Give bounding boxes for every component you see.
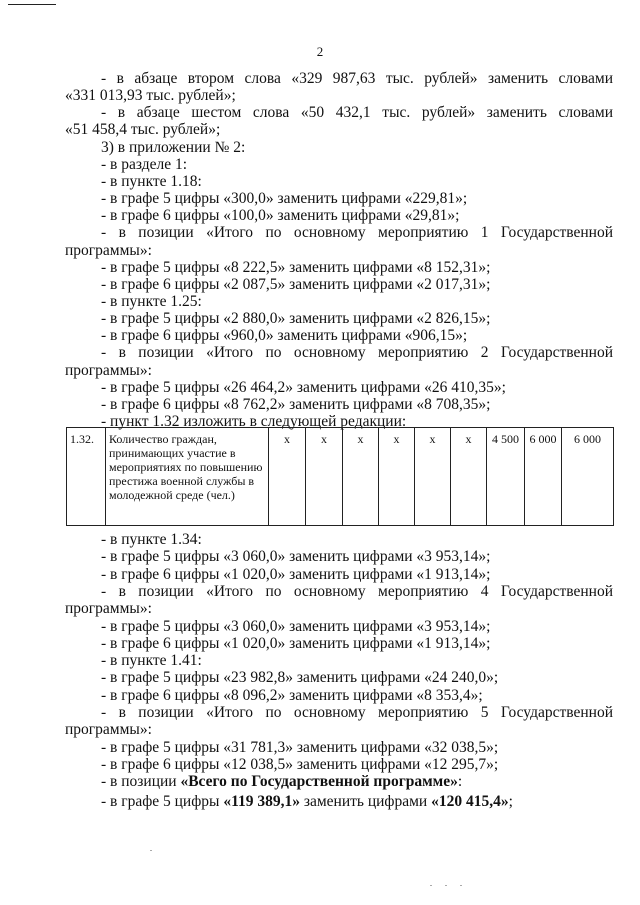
scan-speck	[460, 885, 462, 886]
total-column5-part1: - в графе 5 цифры	[101, 793, 224, 810]
scan-speck	[150, 850, 152, 851]
table-cell: x	[306, 428, 343, 526]
total-column5-line	[101, 793, 613, 810]
text-line: программы»:	[65, 361, 152, 379]
total-position-bold: «Всего по Государственной программе»	[180, 773, 458, 790]
text-line: - в пункте 1.25:	[101, 292, 202, 310]
text-line: - в пункте 1.18:	[101, 172, 202, 190]
total-position-suffix: :	[457, 773, 463, 790]
text-line: «331 013,93 тыс. рублей»;	[65, 87, 236, 105]
text-line: - в графе 6 цифры «8 096,2» заменить цифрами «8 353,4»;	[101, 686, 483, 704]
indicator-name-cell: Количество граждан, принимающих участие в мероприятиях по повышению престижа военной службы в молодежной среде (чел.)	[106, 428, 269, 526]
text-line: - в абзаце втором слова «329 987,63 тыс. рублей» заменить словами	[101, 70, 613, 87]
text-line: - в графе 6 цифры «1 020,0» заменить цифрами «1 913,14»;	[101, 634, 491, 652]
text-line: - в позиции «Итого по основному мероприятию 1 Государственной	[101, 224, 613, 242]
total-position-line	[101, 773, 613, 790]
text-line: - в графе 5 цифры «23 982,8» заменить цифрами «24 240,0»;	[101, 669, 499, 687]
scan-speck	[430, 885, 432, 886]
table-cell: x	[379, 428, 415, 526]
text-line: программы»:	[65, 241, 152, 259]
table-cell: 6 000	[562, 428, 614, 526]
text-line: - в графе 5 цифры «3 060,0» заменить цифрами «3 953,14»;	[101, 617, 491, 635]
text-line: - в графе 5 цифры «2 880,0» заменить цифрами «2 826,15»;	[101, 310, 491, 328]
text-line: - в графе 5 цифры «300,0» заменить цифрами «229,81»;	[101, 190, 468, 208]
text-line: - в графе 6 цифры «960,0» заменить цифрами «906,15»;	[101, 327, 468, 345]
text-line: - в графе 5 цифры «26 464,2» заменить цифрами «26 410,35»;	[101, 378, 506, 396]
text-line: - в позиции «Итого по основному мероприятию 4 Государственной	[101, 582, 613, 600]
text-line: - в графе 6 цифры «100,0» заменить цифрами «29,81»;	[101, 207, 460, 225]
page-number: 2	[316, 44, 324, 59]
text-line: 3) в приложении № 2:	[101, 138, 246, 156]
text-line: программы»:	[65, 600, 152, 618]
text-line: - пункт 1.32 изложить в следующей редакции:	[101, 413, 407, 430]
table-cell: 4 500	[487, 428, 525, 526]
table-row	[67, 428, 614, 526]
text-line: - в позиции «Итого по основному мероприятию 2 Государственной	[101, 344, 613, 362]
text-line: - в графе 6 цифры «2 087,5» заменить цифрами «2 017,31»;	[101, 275, 491, 293]
item-1-32-table	[66, 427, 614, 526]
text-line: - в графе 5 цифры «3 060,0» заменить цифрами «3 953,14»;	[101, 548, 491, 566]
table-cell: x	[451, 428, 487, 526]
table-cell: x	[269, 428, 306, 526]
text-line: - в графе 6 цифры «1 020,0» заменить цифрами «1 913,14»;	[101, 565, 491, 583]
text-line: - в графе 5 цифры «31 781,3» заменить цифрами «32 038,5»;	[101, 738, 499, 756]
text-line: - в абзаце шестом слова «50 432,1 тыс. рублей» заменить словами	[101, 104, 613, 122]
text-line: - в позиции «Итого по основному мероприятию 5 Государственной	[101, 704, 613, 721]
text-line: «51 458,4 тыс. рублей»;	[65, 121, 221, 139]
text-line: программы»:	[65, 721, 152, 739]
total-old-value: «119 389,1»	[223, 793, 300, 810]
total-position-prefix: - в позиции	[101, 773, 181, 790]
text-line: - в графе 6 цифры «8 762,2» заменить цифрами «8 708,35»;	[101, 395, 491, 413]
scan-speck	[445, 885, 447, 886]
total-column5-part2: заменить цифрами	[299, 793, 432, 810]
top-rule	[8, 4, 56, 5]
table-cell: x	[415, 428, 451, 526]
table-cell: x	[343, 428, 379, 526]
total-new-value: «120 415,4»	[431, 793, 509, 810]
text-line: - в пункте 1.34:	[101, 531, 202, 548]
text-line: - в графе 5 цифры «8 222,5» заменить цифрами «8 152,31»;	[101, 258, 491, 276]
table-cell: 6 000	[525, 428, 562, 526]
text-line: - в графе 6 цифры «12 038,5» заменить цифрами «12 295,7»;	[101, 755, 499, 773]
text-line: - в пункте 1.41:	[101, 652, 202, 670]
text-line: - в разделе 1:	[101, 155, 188, 173]
item-number-cell: 1.32.	[67, 428, 106, 526]
total-column5-part3: ;	[508, 793, 513, 810]
